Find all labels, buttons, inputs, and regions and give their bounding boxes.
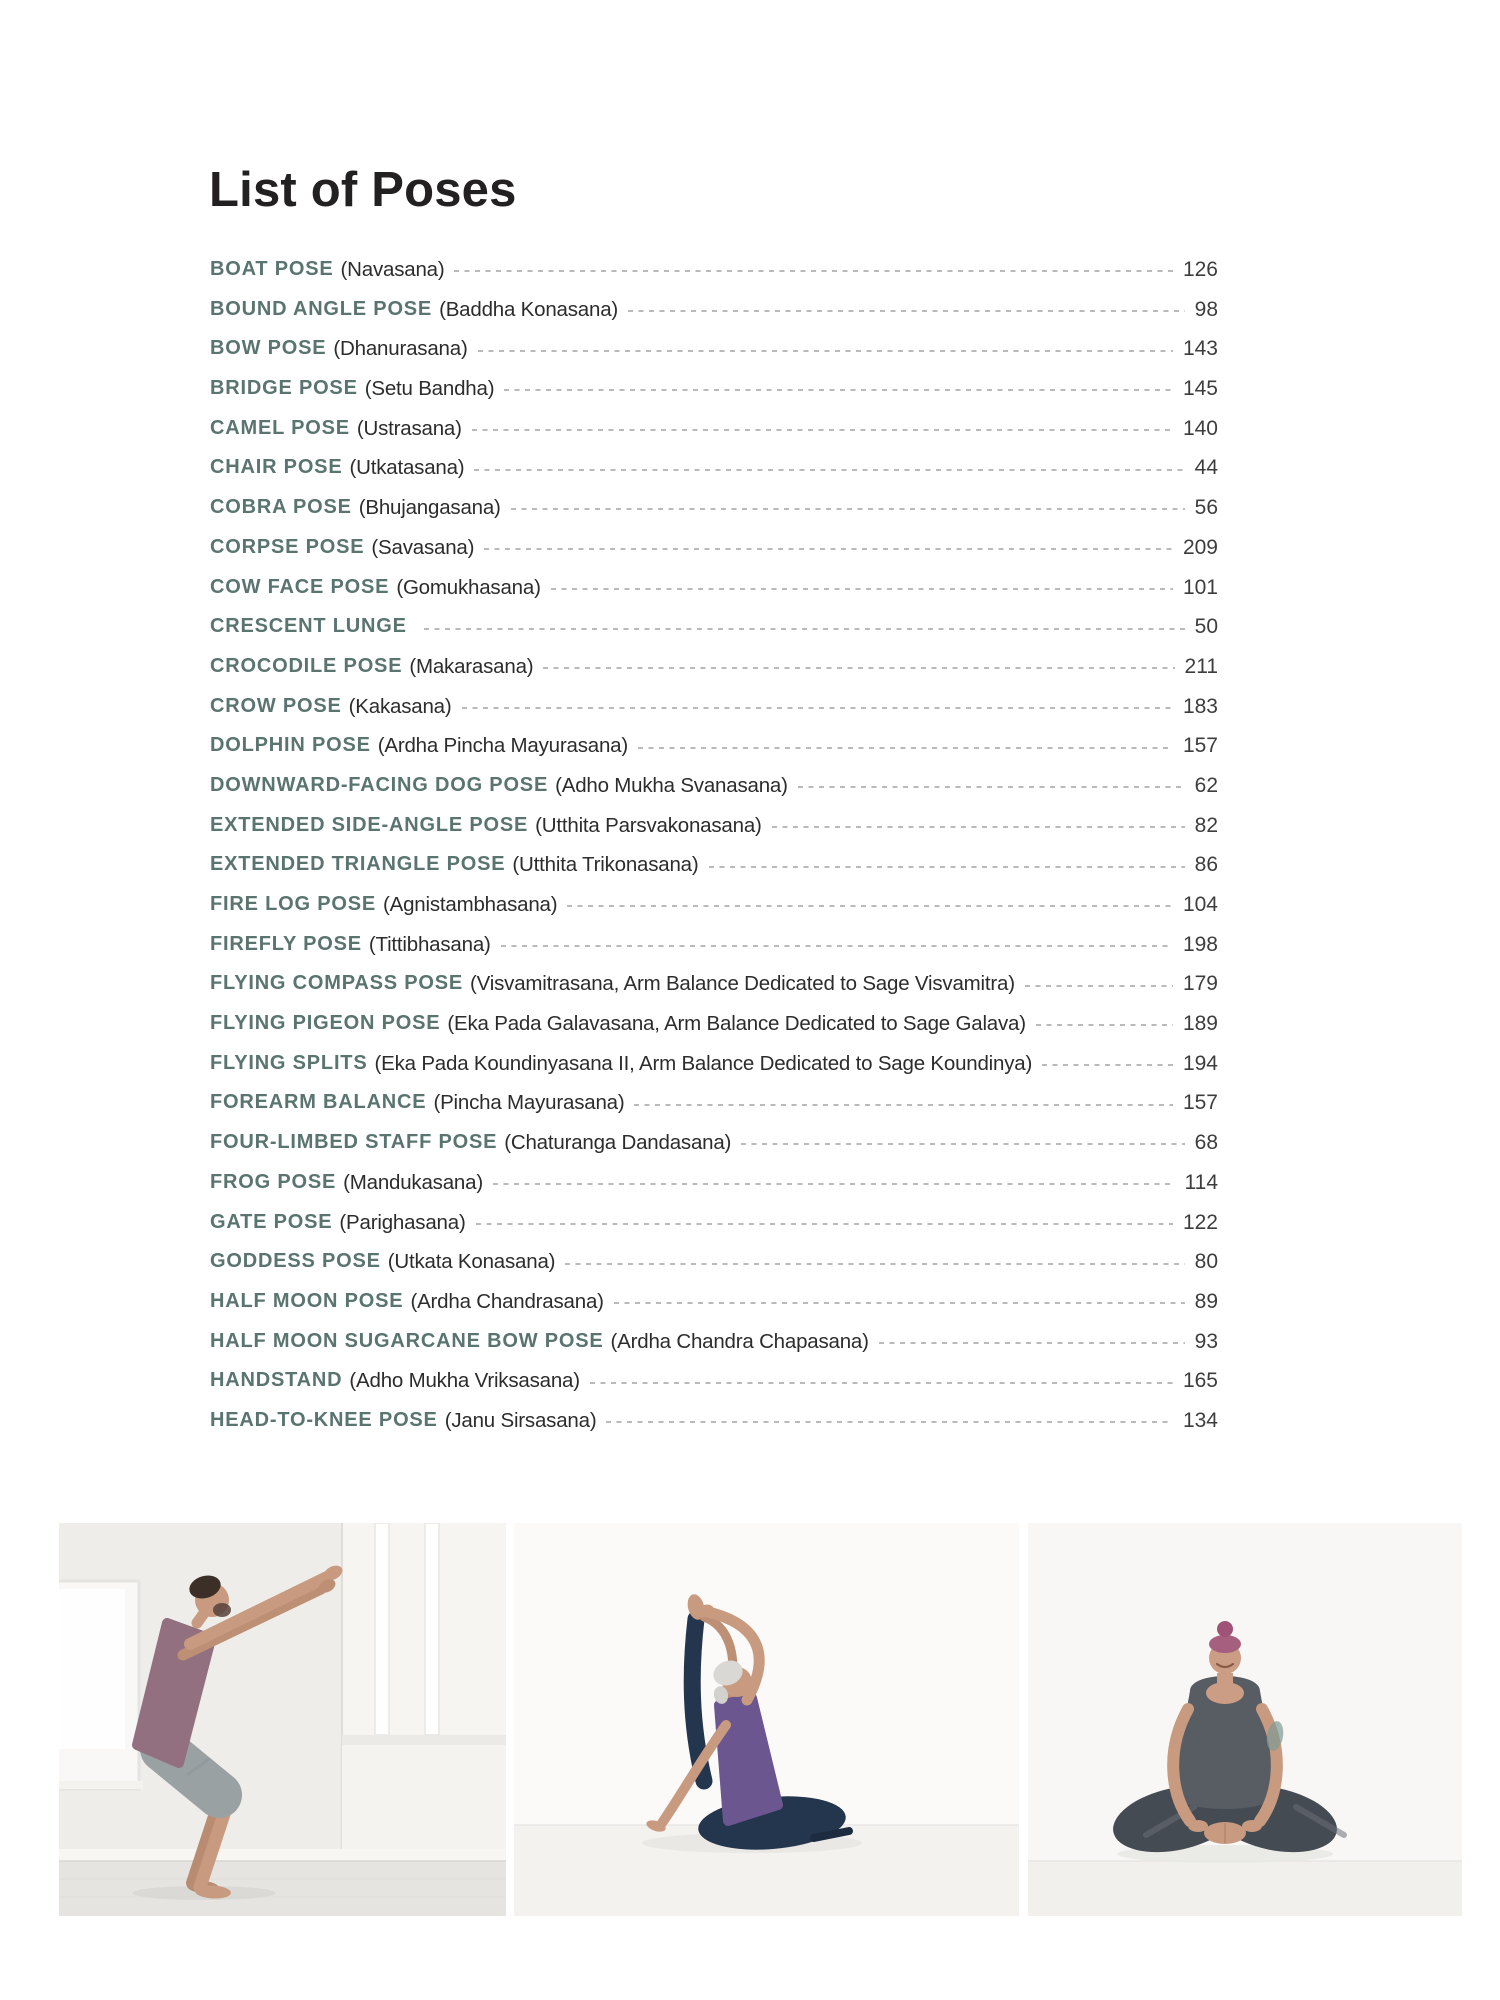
pose-name: HALF MOON POSE: [210, 1289, 404, 1312]
dot-leader: [551, 568, 1173, 608]
page-number: 68: [1194, 1131, 1218, 1155]
toc-row: [210, 329, 1218, 369]
page-number: 211: [1184, 654, 1218, 678]
sanskrit-name: (Parighasana): [339, 1210, 466, 1234]
sanskrit-name: (Dhanurasana): [333, 337, 468, 361]
page-number: 179: [1182, 972, 1218, 996]
dot-leader: [606, 1401, 1172, 1441]
page-number: 50: [1194, 615, 1218, 639]
toc-row: [210, 1401, 1218, 1441]
dot-leader: [798, 766, 1185, 806]
page-number: 126: [1182, 258, 1218, 281]
dot-leader: [478, 329, 1173, 369]
page-number: 145: [1182, 377, 1218, 401]
toc-row: [210, 806, 1218, 846]
toc-row: [210, 290, 1218, 330]
sanskrit-name: (Adho Mukha Svanasana): [555, 773, 788, 797]
sanskrit-name: (Bhujangasana): [358, 496, 501, 520]
sanskrit-name: (Adho Mukha Vriksasana): [349, 1369, 580, 1393]
pose-name: CHAIR POSE: [210, 456, 343, 479]
dot-leader: [484, 528, 1173, 568]
sanskrit-name: (Kakasana): [348, 694, 452, 718]
toc-row: [210, 1083, 1218, 1123]
sanskrit-name: (Chaturanga Dandasana): [504, 1131, 732, 1155]
pose-name: FIREFLY POSE: [210, 932, 362, 955]
toc-row: [210, 250, 1218, 290]
chair-pose-illustration: [59, 1523, 506, 1916]
dot-leader: [634, 1083, 1172, 1123]
dot-leader: [628, 290, 1185, 330]
toc-row: [210, 1203, 1218, 1243]
dot-leader: [511, 488, 1185, 528]
toc-row: [210, 766, 1218, 806]
pose-name: FLYING SPLITS: [210, 1051, 368, 1074]
sanskrit-name: (Eka Pada Galavasana, Arm Balance Dedicated to Sage Galava): [447, 1012, 1026, 1036]
toc-row: [210, 1123, 1218, 1163]
pose-name: HANDSTAND: [210, 1369, 343, 1392]
page-number: 114: [1184, 1170, 1218, 1194]
toc-row: [210, 647, 1218, 687]
page-number: 86: [1194, 853, 1218, 877]
sanskrit-name: (Eka Pada Koundinyasana II, Arm Balance Dedicated to Sage Koundinya): [374, 1051, 1033, 1075]
sanskrit-name: (Savasana): [371, 535, 475, 559]
pose-name: BOAT POSE: [210, 258, 334, 280]
photo-compass-pose: [514, 1523, 1019, 1916]
toc-row: [210, 1322, 1218, 1362]
toc-row: [210, 568, 1218, 608]
page-number: 183: [1182, 694, 1218, 718]
pose-name: CROCODILE POSE: [210, 654, 403, 677]
sanskrit-name: (Mandukasana): [343, 1170, 483, 1194]
pose-name: BRIDGE POSE: [210, 377, 358, 400]
page-number: 89: [1194, 1289, 1218, 1313]
page-number: 165: [1182, 1369, 1218, 1393]
toc-row: [210, 925, 1218, 965]
sanskrit-name: (Utkata Konasana): [387, 1250, 556, 1274]
page-number: 56: [1194, 496, 1218, 520]
dot-leader: [638, 726, 1173, 766]
page-number: 80: [1194, 1250, 1218, 1274]
dot-leader: [493, 1163, 1175, 1203]
dot-leader: [476, 1203, 1173, 1243]
dot-leader: [772, 806, 1185, 846]
pose-name: HEAD-TO-KNEE POSE: [210, 1408, 438, 1431]
sanskrit-name: (Setu Bandha): [364, 377, 495, 401]
pose-name: GATE POSE: [210, 1210, 333, 1233]
dot-leader: [614, 1282, 1185, 1322]
sanskrit-name: (Ustrasana): [356, 416, 462, 440]
sanskrit-name: (Visvamitrasana, Arm Balance Dedicated to Sage Visvamitra): [470, 972, 1015, 996]
dot-leader: [454, 250, 1172, 290]
dot-leader: [424, 607, 1185, 647]
dot-leader: [590, 1361, 1173, 1401]
toc-row: [210, 726, 1218, 766]
dot-leader: [1042, 1044, 1173, 1084]
dot-leader: [565, 1242, 1184, 1282]
page-number: 140: [1182, 416, 1218, 440]
page-number: 122: [1182, 1210, 1218, 1234]
compass-pose-illustration: [514, 1523, 1019, 1916]
pose-name: COBRA POSE: [210, 496, 352, 519]
pose-name: EXTENDED SIDE-ANGLE POSE: [210, 813, 529, 836]
pose-name: FLYING PIGEON POSE: [210, 1012, 441, 1035]
toc-row: [210, 528, 1218, 568]
dot-leader: [474, 448, 1184, 488]
page-number: 209: [1182, 535, 1218, 559]
page-number: 93: [1194, 1329, 1218, 1353]
sanskrit-name: (Ardha Pincha Mayurasana): [377, 734, 628, 758]
sanskrit-name: (Utthita Parsvakonasana): [535, 813, 762, 837]
dot-leader: [709, 845, 1185, 885]
sanskrit-name: (Utkatasana): [349, 456, 465, 480]
sanskrit-name: (Ardha Chandra Chapasana): [610, 1329, 869, 1353]
pose-name: GODDESS POSE: [210, 1250, 381, 1273]
pose-name: CAMEL POSE: [210, 416, 350, 439]
dot-leader: [462, 687, 1173, 727]
pose-name: BOW POSE: [210, 337, 327, 360]
dot-leader: [1036, 1004, 1173, 1044]
page-number: 98: [1194, 297, 1218, 321]
toc-row: [210, 488, 1218, 528]
pose-name: CRESCENT LUNGE: [210, 615, 407, 638]
sanskrit-name: (Agnistambhasana): [382, 893, 558, 916]
sanskrit-name: (Tittibhasana): [368, 932, 491, 956]
toc-row: [210, 1242, 1218, 1282]
pose-name: DOWNWARD-FACING DOG POSE: [210, 773, 549, 796]
toc-row: [210, 1044, 1218, 1084]
sanskrit-name: (Utthita Trikonasana): [512, 853, 699, 877]
page-number: 194: [1182, 1051, 1218, 1075]
page-number: 44: [1194, 456, 1218, 480]
dot-leader: [567, 885, 1173, 925]
sanskrit-name: (Ardha Chandrasana): [410, 1289, 604, 1313]
pose-name: BOUND ANGLE POSE: [210, 297, 433, 320]
toc-row: [210, 409, 1218, 449]
pose-name: EXTENDED TRIANGLE POSE: [210, 853, 506, 876]
page-number: 157: [1182, 1091, 1218, 1115]
page-number: 101: [1182, 575, 1218, 599]
toc-row: [210, 845, 1218, 885]
toc-row: [210, 964, 1218, 1004]
toc-row: [210, 369, 1218, 409]
pose-name: FIRE LOG POSE: [210, 893, 376, 915]
photo-bound-angle-pose: [1028, 1523, 1462, 1916]
page-number: 104: [1182, 893, 1218, 916]
pose-name: COW FACE POSE: [210, 575, 390, 598]
dot-leader: [1025, 964, 1173, 1004]
pose-name: FROG POSE: [210, 1170, 337, 1193]
toc-row: [210, 448, 1218, 488]
page-title: List of Poses: [209, 163, 517, 217]
pose-name: FLYING COMPASS POSE: [210, 972, 464, 995]
page-number: 62: [1194, 773, 1218, 797]
pose-name: CROW POSE: [210, 694, 342, 717]
sanskrit-name: (Makarasana): [409, 654, 534, 678]
photo-row: [0, 1523, 1500, 1916]
bound-angle-pose-illustration: [1028, 1523, 1462, 1916]
dot-leader: [472, 409, 1173, 449]
page-number: 143: [1182, 337, 1218, 361]
pose-name: CORPSE POSE: [210, 535, 365, 558]
page-number: 82: [1194, 813, 1218, 837]
toc-row: [210, 1163, 1218, 1203]
page-number: 134: [1182, 1408, 1218, 1432]
sanskrit-name: (Janu Sirsasana): [444, 1408, 597, 1432]
toc-row: [210, 885, 1218, 925]
toc-row: [210, 607, 1218, 647]
page-number: 189: [1182, 1012, 1218, 1036]
toc-row: [210, 1282, 1218, 1322]
sanskrit-name: (Baddha Konasana): [439, 297, 619, 321]
photo-chair-pose: [59, 1523, 506, 1916]
dot-leader: [879, 1322, 1185, 1362]
dot-leader: [501, 925, 1173, 965]
pose-name: HALF MOON SUGARCANE BOW POSE: [210, 1329, 604, 1352]
sanskrit-name: (Pincha Mayurasana): [433, 1091, 625, 1115]
pose-list: [210, 250, 1218, 1441]
sanskrit-name: (Gomukhasana): [396, 575, 541, 599]
sanskrit-name: (Navasana): [340, 258, 445, 281]
toc-row: [210, 687, 1218, 727]
page-number: 157: [1182, 734, 1218, 758]
dot-leader: [543, 647, 1174, 687]
pose-name: FOUR-LIMBED STAFF POSE: [210, 1131, 498, 1154]
page-number: 198: [1182, 932, 1218, 956]
toc-row: [210, 1004, 1218, 1044]
dot-leader: [741, 1123, 1184, 1163]
toc-row: [210, 1361, 1218, 1401]
dot-leader: [504, 369, 1173, 409]
pose-name: FOREARM BALANCE: [210, 1091, 427, 1114]
pose-name: DOLPHIN POSE: [210, 734, 371, 757]
